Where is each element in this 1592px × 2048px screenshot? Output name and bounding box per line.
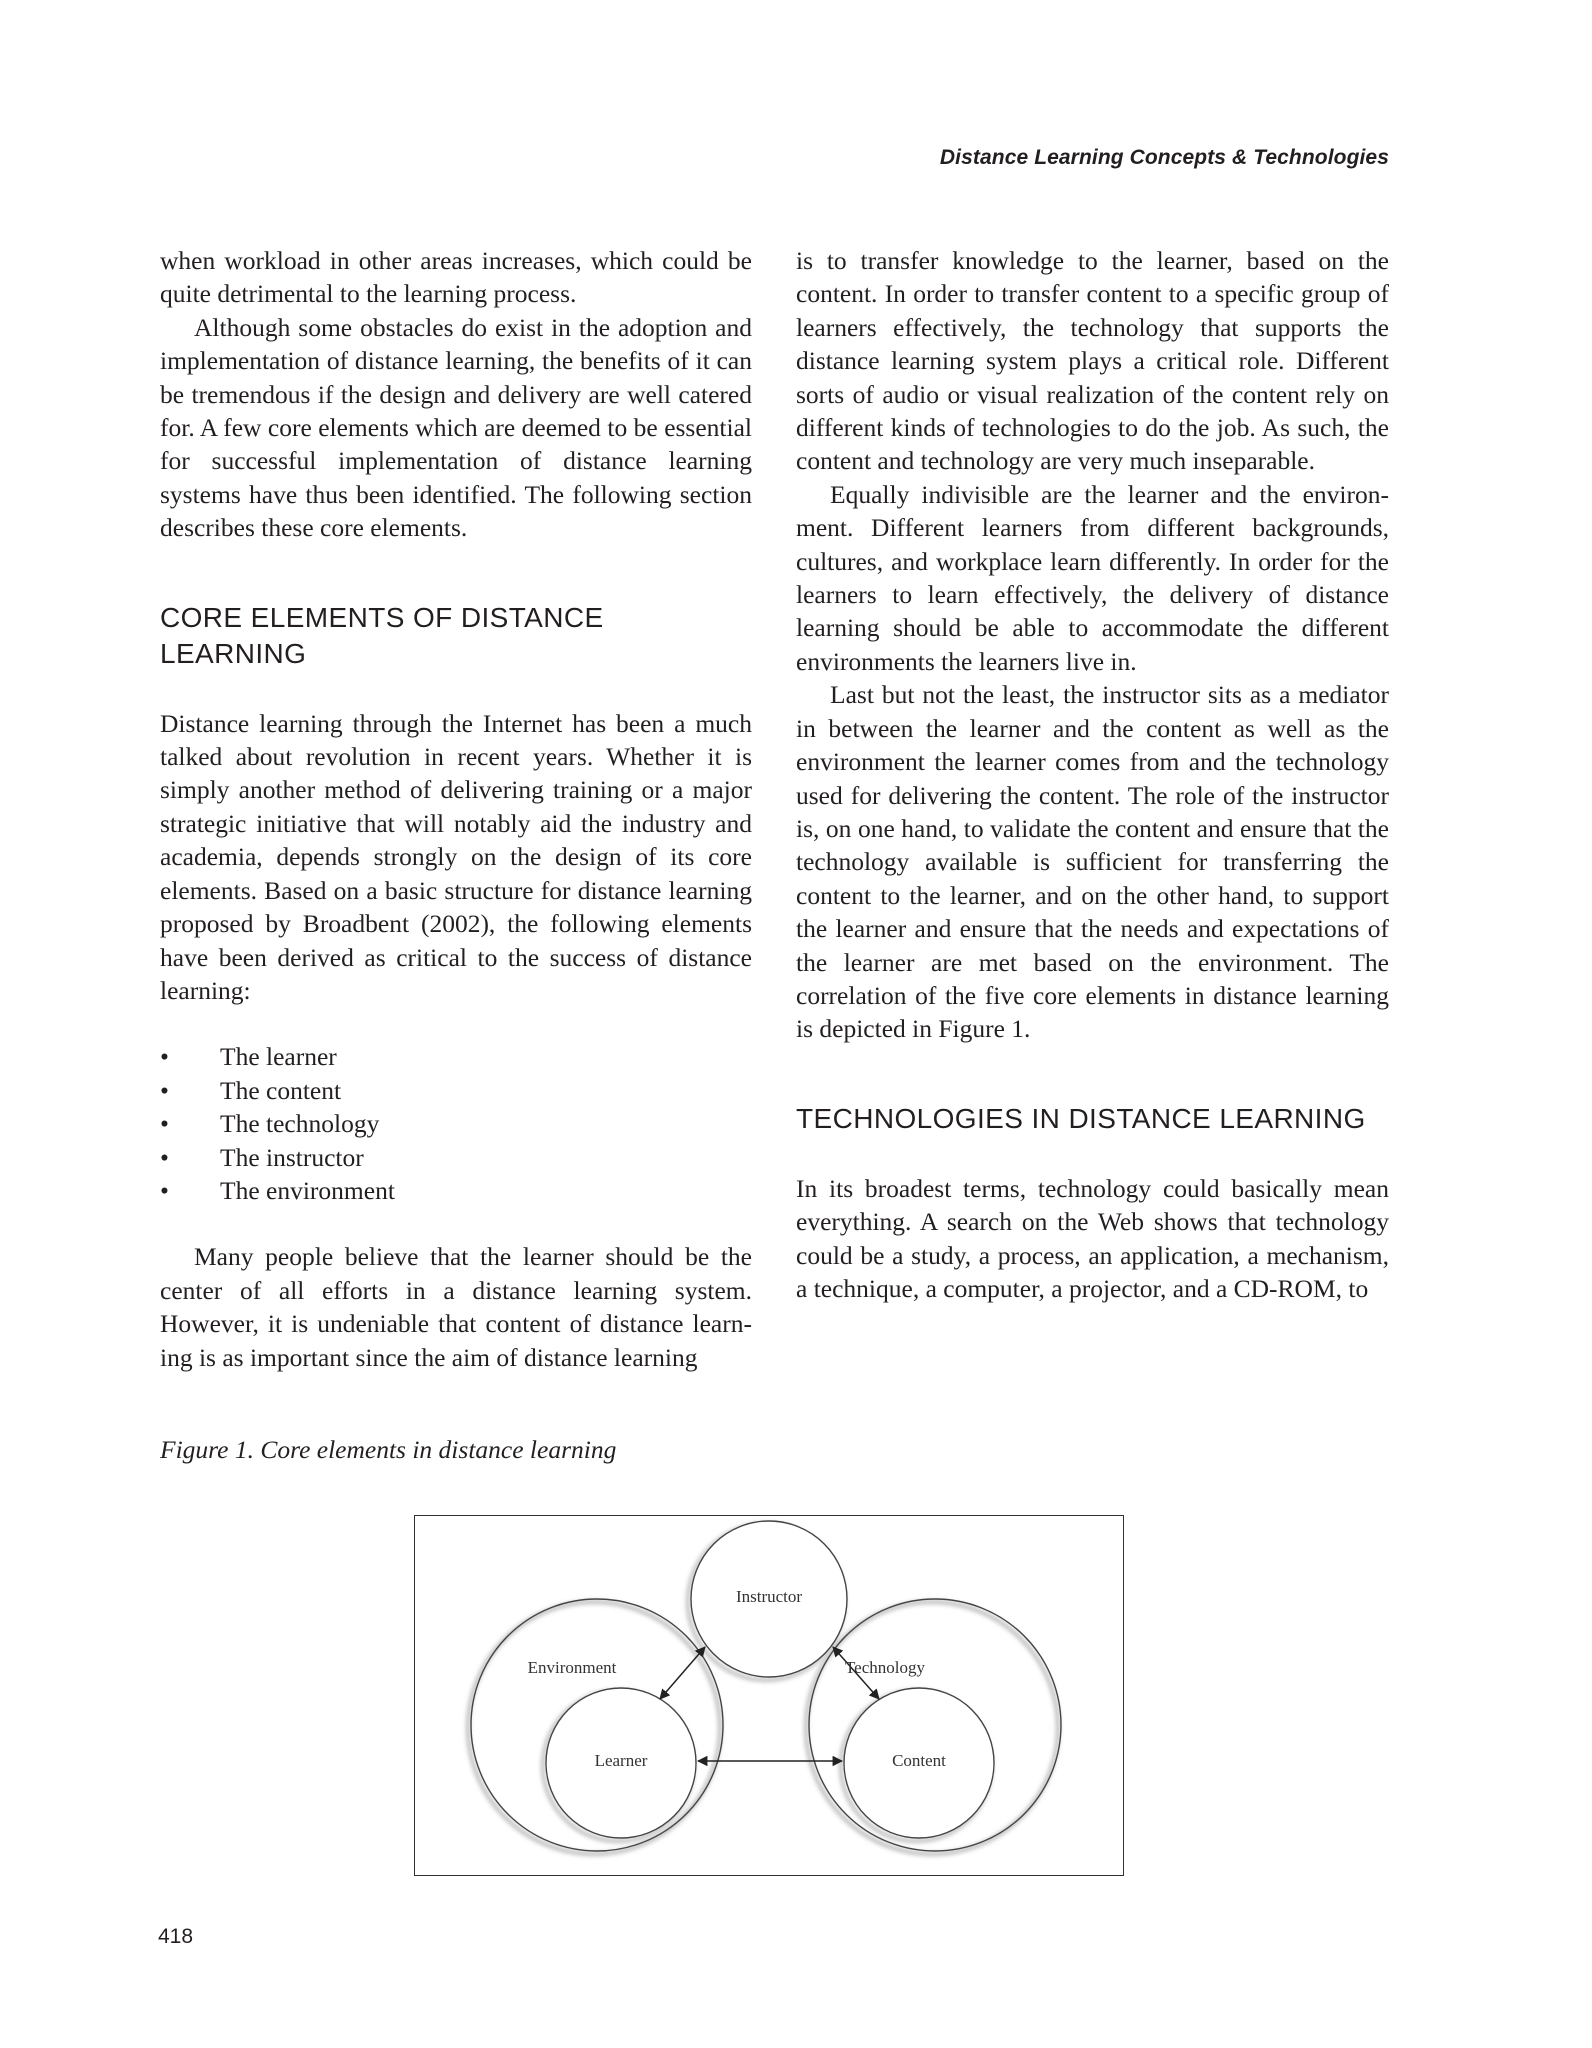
figure-caption: Figure 1. Core elements in distance learning	[160, 1435, 617, 1464]
list-item: • The content	[160, 1074, 752, 1107]
section-heading-core-elements: CORE ELEMENTS OF DISTANCE LEARNING	[160, 601, 604, 669]
arrow-instructor-learner	[660, 1647, 705, 1699]
list-item: • The instructor	[160, 1141, 752, 1174]
core-elements-list	[160, 1040, 752, 1207]
right-column	[796, 244, 1389, 1305]
learner-label: Learner	[594, 1751, 648, 1770]
paragraph: Although some obstacles do exist in the adoption and implementation of distance learning, the benefits of it can be tremendous if the design and delivery are well catered for. A few core elements which are deemed to be essential for successful implementation of distance learning systems have thus been identified. The following section describes these core elements.	[160, 312, 752, 543]
instructor-label: Instructor	[735, 1587, 803, 1606]
running-head: Distance Learning Concepts & Technologies	[939, 146, 1389, 169]
left-column	[160, 244, 752, 1374]
paragraph: when workload in other areas increases, which could be quite detrimental to the learning process.	[160, 246, 752, 309]
paragraph: Many people believe that the learner should be the center of all efforts in a distance learning system. However, it is undeniable that content of distance learning is as important since the aim of distance learning	[160, 1242, 752, 1372]
bullet-icon: •	[160, 1109, 169, 1139]
core-elements-diagram	[415, 1516, 1125, 1877]
bullet-icon: •	[160, 1075, 169, 1105]
paragraph: Last but not the least, the instructor sits as a mediator in between the learner and the content as well as the environment the learner comes from and the technology used for delivering the content. The role of the instructor is, on one hand, to validate the content and ensure that the technology available is sufficient for transferring the content to the learner, and on the other hand, to support the learner and ensure that the needs and expectations of the learner are met based on the environment. The correlation of the five core elements in distance learning is depicted in Figure 1.	[796, 680, 1389, 1044]
environment-label: Environment	[527, 1658, 617, 1677]
bullet-icon: •	[160, 1175, 169, 1205]
list-item: • The technology	[160, 1107, 752, 1140]
figure-1-diagram	[414, 1515, 1124, 1876]
paragraph: Equally indivisible are the learner and the environment. Different learners from different backgrounds, cultures, and workplace learn differently. In order for the learners to learn effectively, the delivery of distance learning should be able to accommodate the different environments the learners live in.	[796, 479, 1389, 676]
technology-label: Technology	[844, 1658, 926, 1677]
content-label: Content	[892, 1751, 946, 1770]
paragraph: Distance learning through the Internet has been a much talked about revolution in recent years. Whether it is simply another method of delivering training or a major strategic initiative that will notably aid the industry and academia, depends strongly on the design of its core elements. Based on a basic structure for distance learning proposed by Broadbent (2002), the following elements have been derived as critical to the success of distance learning:	[160, 708, 752, 1005]
list-item: • The learner	[160, 1040, 752, 1073]
paragraph: In its broadest terms, technology could basically mean everything. A search on the Web shows that technology could be a study, a process, an application, a mechanism, a technique, a computer, a projector, and a CD-ROM, to	[796, 1173, 1389, 1303]
bullet-icon: •	[160, 1142, 169, 1172]
paragraph: is to transfer knowledge to the learner, based on the content. In order to transfer content to a specific group of learners effectively, the technology that supports the distance learning system plays a critical role. Different sorts of audio or visual realization of the content rely on different kinds of technologies to do the job. As such, the content and technology are very much inseparable.	[796, 246, 1389, 476]
list-item: • The environment	[160, 1174, 752, 1207]
bullet-icon: •	[160, 1042, 169, 1072]
section-heading-technologies: TECHNOLOGIES IN DISTANCE LEARNING	[796, 1102, 1366, 1134]
page-number: 418	[158, 1925, 194, 1948]
